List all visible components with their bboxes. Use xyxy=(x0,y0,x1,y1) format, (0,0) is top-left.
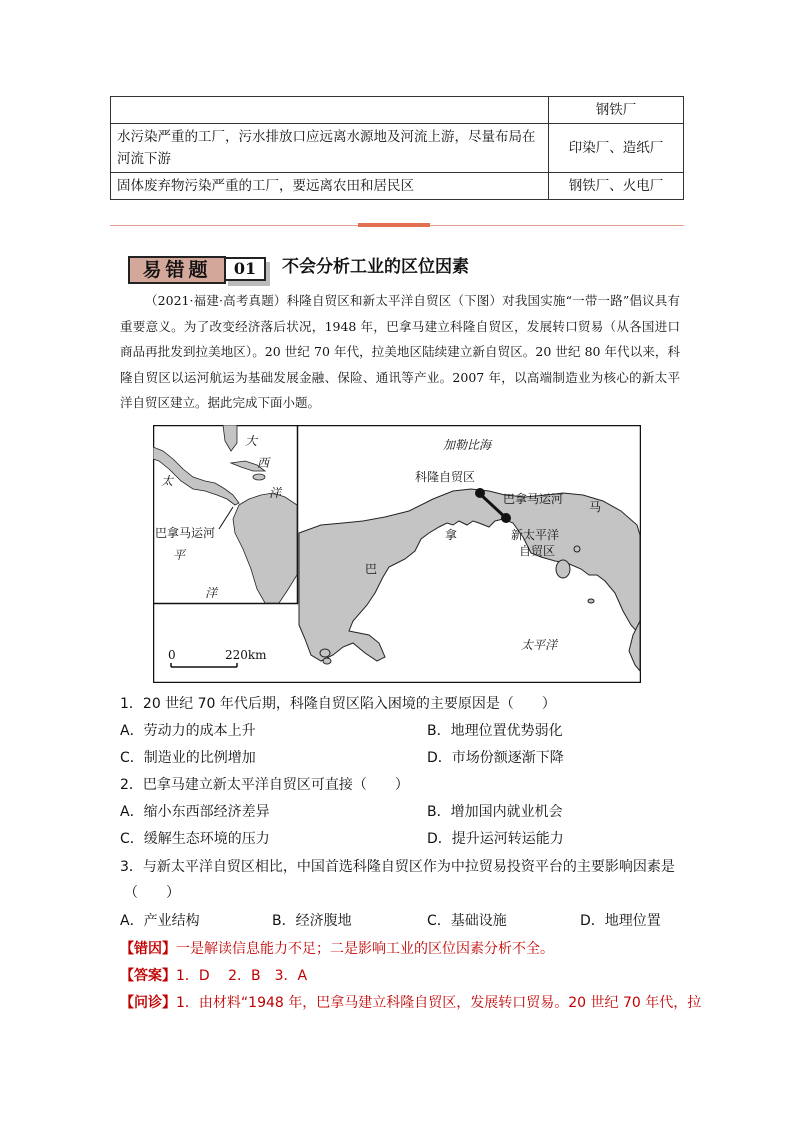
question-2-option-a[interactable]: A．缩小东西部经济差异 xyxy=(120,804,270,820)
answer-label: 【答案】 xyxy=(120,968,176,984)
scale-km: 220km xyxy=(225,648,267,662)
question-2-option-b[interactable]: B．增加国内就业机会 xyxy=(427,804,563,820)
section-tag-label: 易错题 xyxy=(128,256,226,284)
inset-label-pacific-3: 洋 xyxy=(205,586,218,600)
answer-line xyxy=(120,966,307,986)
question-1-option-b[interactable]: B．地理位置优势弱化 xyxy=(427,723,563,739)
table-cell-desc: 固体废弃物污染严重的工厂，要远离农田和居民区 xyxy=(111,173,549,200)
error-cause xyxy=(120,939,554,959)
error-cause-text: 一是解读信息能力不足；二是影响工业的区位因素分析不全。 xyxy=(176,941,554,957)
label-pacific: 太平洋 xyxy=(521,638,558,652)
inset-label-atlantic-2: 西 xyxy=(257,456,270,470)
diagnosis-line xyxy=(120,993,701,1013)
question-1-option-d[interactable]: D．市场份额逐渐下降 xyxy=(427,750,564,766)
island xyxy=(320,649,330,657)
label-country-2: 拿 xyxy=(445,528,458,542)
table-row xyxy=(111,97,684,124)
inset-label-atlantic-1: 大 xyxy=(245,434,258,448)
island xyxy=(588,599,594,603)
label-new-pacific-2: 自贸区 xyxy=(519,544,556,558)
table-cell-factory: 钢铁厂 xyxy=(549,97,684,124)
question-3-option-a[interactable]: A．产业结构 xyxy=(120,913,200,929)
question-1-option-a[interactable]: A．劳动力的成本上升 xyxy=(120,723,256,739)
table-cell-factory: 印染厂、造纸厂 xyxy=(549,124,684,173)
section-tag-number: 01 xyxy=(224,257,266,281)
label-country-1: 巴 xyxy=(365,562,378,576)
question-1-option-c[interactable]: C．制造业的比例增加 xyxy=(120,750,256,766)
label-colon-zone: 科隆自贸区 xyxy=(415,470,476,484)
label-country-3: 马 xyxy=(589,500,602,514)
section-divider-accent xyxy=(358,223,430,227)
panama-map xyxy=(153,425,641,683)
inset-label-pacific-2: 平 xyxy=(173,548,186,562)
question-3-option-b[interactable]: B．经济腹地 xyxy=(272,913,352,929)
colon-zone-marker xyxy=(475,488,485,498)
inset-label-pacific-1: 太 xyxy=(161,474,174,488)
question-3-option-c[interactable]: C．基础设施 xyxy=(427,913,507,929)
section-title: 不会分析工业的区位因素 xyxy=(282,257,469,277)
diagnosis-label: 【问诊】 xyxy=(120,995,176,1011)
question-2-option-d[interactable]: D．提升运河转运能力 xyxy=(427,831,564,847)
label-canal: 巴拿马运河 xyxy=(503,492,564,506)
error-cause-label: 【错因】 xyxy=(120,941,176,957)
label-caribbean: 加勒比海 xyxy=(443,438,492,452)
island xyxy=(323,658,331,664)
table-row xyxy=(111,124,684,173)
answer-text: 1．D 2．B 3．A xyxy=(176,968,308,984)
scale-zero: 0 xyxy=(168,648,176,662)
table-cell-factory: 钢铁厂、火电厂 xyxy=(549,173,684,200)
new-pacific-zone-marker xyxy=(501,513,511,523)
inset-island xyxy=(253,474,265,480)
factory-location-table xyxy=(110,96,684,200)
island xyxy=(556,560,570,578)
question-2-stem: 2．巴拿马建立新太平洋自贸区可直接（ ） xyxy=(120,777,409,793)
label-new-pacific-1: 新太平洋 xyxy=(511,528,560,542)
table-row xyxy=(111,173,684,200)
island xyxy=(574,546,580,552)
question-1-stem: 1．20 世纪 70 年代后期，科隆自贸区陷入困境的主要原因是（ ） xyxy=(120,696,556,712)
question-passage: （2021·福建·高考真题）科隆自贸区和新太平洋自贸区（下图）对我国实施“一带一路”倡议具有重要意义。为了改变经济落后状况，1948 年，巴拿马建立科隆自贸区，发展转口贸易（从各国进口商品再批发到拉美地区）。20 世纪 70 年代，拉美地区陆续建立新自贸区。20 世纪 80 年代以来，科隆自贸区以运河航运为基础发展金融、保险、通讯等产业。2007 年，以高端制造业为核心的新太平洋自贸区建立。据此完成下面小题。 xyxy=(120,293,680,410)
question-3-stem-bracket: （ ） xyxy=(124,885,180,901)
inset-label-atlantic-3: 洋 xyxy=(269,486,282,500)
question-2-option-c[interactable]: C．缓解生态环境的压力 xyxy=(120,831,270,847)
question-3-option-d[interactable]: D．地理位置 xyxy=(580,913,661,929)
table-cell-desc xyxy=(111,97,549,124)
inset-label-canal: 巴拿马运河 xyxy=(155,526,216,540)
diagnosis-text: 1．由材料“1948 年，巴拿马建立科隆自贸区，发展转口贸易。20 世纪 70 年代，拉 xyxy=(176,995,702,1011)
question-3-stem: 3．与新太平洋自贸区相比，中国首选科隆自贸区作为中拉贸易投资平台的主要影响因素是 xyxy=(120,859,675,875)
table-cell-desc: 水污染严重的工厂，污水排放口应远离水源地及河流上游，尽量布局在河流下游 xyxy=(111,124,549,173)
